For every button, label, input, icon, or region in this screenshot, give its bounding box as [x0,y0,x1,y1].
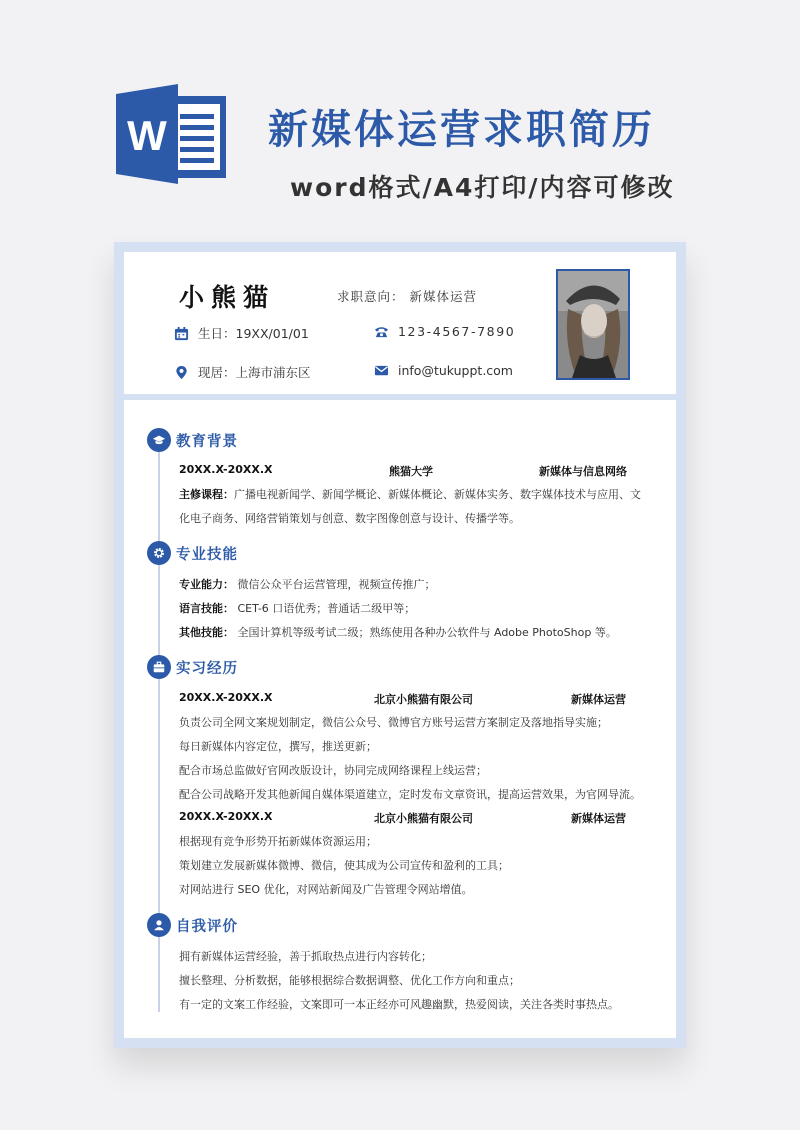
self-eval-title: 自我评价 [176,919,238,935]
skill-item [179,624,617,640]
skill-label: 语言技能： [179,602,234,615]
self-eval-line: 拥有新媒体运营经验，善于抓取热点进行内容转化； [179,950,432,963]
birth-text: 生日：19XX/01/01 [198,326,309,341]
skill-text: 微信公众平台运营管理，视频宣传推广； [237,578,436,591]
resume-frame [114,242,686,1048]
job-role: 新媒体运营 [571,812,626,825]
mail-icon [374,363,389,378]
job-duty: 配合公司战略开发其他新闻自媒体渠道建立，定时发布文章资讯，提高运营效果，为官网导流。 [179,788,641,801]
self-eval-line: 擅长整理、分析数据，能够根据综合数据调整、优化工作方向和重点； [179,974,520,987]
skill-item [179,576,436,592]
resume-header [124,252,676,394]
skill-item [179,600,415,616]
email-text: info@tukuppt.com [398,363,513,378]
user-icon [147,913,171,937]
courses-label: 主修课程： [179,488,234,501]
job-duty: 配合市场总监做好官网改版设计，协同完成网络课程上线运营； [179,764,487,777]
banner-subtitle: word格式/A4打印/内容可修改 [290,173,675,202]
graduation-cap-icon [147,428,171,452]
job-duty: 负责公司全网文案规划制定，微信公众号、微博官方账号运营方案制定及落地指导实施； [179,716,608,729]
education-title: 教育背景 [176,434,238,450]
candidate-name: 小熊猫 [179,283,276,312]
job-role: 新媒体运营 [571,693,626,706]
job-company: 北京小熊猫有限公司 [374,812,473,825]
phone-icon [374,324,389,339]
education-period: 20XX.X-20XX.X [179,463,273,476]
skills-title: 专业技能 [176,547,238,563]
birth-row [174,324,309,342]
job-intent [337,287,477,305]
calendar-icon [174,326,189,341]
job-company: 北京小熊猫有限公司 [374,693,473,706]
job-duty: 策划建立发展新媒体微博、微信，使其成为公司宣传和盈利的工具； [179,859,509,872]
word-logo-letter: W [127,112,167,159]
education-major: 新媒体与信息网络 [539,465,627,478]
resume-body [124,400,676,1038]
job-duty: 根据现有竞争形势开拓新媒体资源运用； [179,835,377,848]
courses-line-2: 化电子商务、网络营销策划与创意、数字图像创意与设计、传播学等。 [179,512,520,525]
address-text: 现居：上海市浦东区 [198,365,311,380]
job-period: 20XX.X-20XX.X [179,810,273,823]
address-row [174,363,311,381]
candidate-photo [556,269,630,380]
job-duty: 每日新媒体内容定位，撰写，推送更新； [179,740,377,753]
banner-title: 新媒体运营求职简历 [268,107,655,153]
skill-label: 专业能力： [179,578,234,591]
courses-line-1 [179,486,641,502]
skill-label: 其他技能： [179,626,234,639]
job-period: 20XX.X-20XX.X [179,691,273,704]
education-school: 熊猫大学 [389,465,433,478]
phone-row [374,324,515,339]
location-pin-icon [174,365,189,380]
portrait-image [558,271,628,378]
job-duty: 对网站进行 SEO 优化，对网站新闻及广告管理令网站增值。 [179,883,473,896]
job-intent-value: 新媒体运营 [409,289,478,304]
skill-text: CET-6 口语优秀；普通话二级甲等； [237,602,416,615]
gear-icon [147,541,171,565]
skill-text: 全国计算机等级考试二级；熟练使用各种办公软件与 Adobe PhotoShop 等。 [237,626,617,639]
email-row [374,363,513,378]
internship-title: 实习经历 [176,661,238,677]
courses-text-1: 广播电视新闻学、新闻学概论、新媒体概论、新媒体实务、数字媒体技术与应用、文 [234,488,641,501]
phone-text: 123-4567-7890 [398,324,516,339]
briefcase-icon [147,655,171,679]
job-intent-label: 求职意向： [337,289,405,304]
self-eval-line: 有一定的文案工作经验，文案即可一本正经亦可风趣幽默，热爱阅读，关注各类时事热点。 [179,998,619,1011]
word-logo-icon [116,84,228,184]
